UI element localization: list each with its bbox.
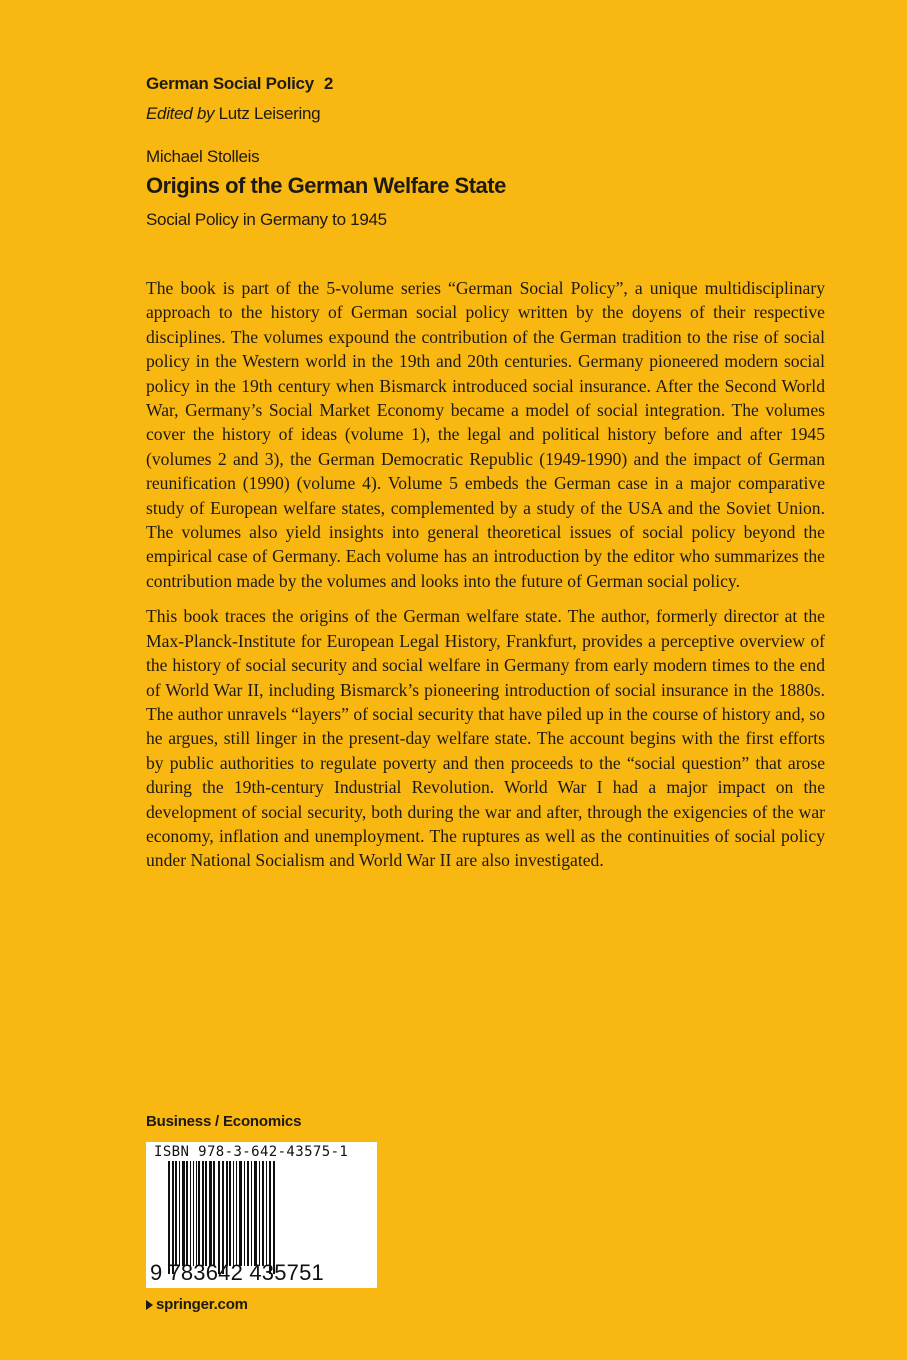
author-name: Michael Stolleis bbox=[146, 147, 260, 166]
website-label: springer.com bbox=[156, 1296, 248, 1313]
ean-lead-digit: 9 bbox=[150, 1260, 163, 1285]
book-title: Origins of the German Welfare State bbox=[146, 173, 506, 198]
subject-category: Business / Economics bbox=[146, 1113, 302, 1130]
series-title bbox=[146, 74, 333, 94]
editor-line bbox=[146, 104, 320, 124]
blurb-paragraph-book: This book traces the origins of the German welfare state. The author, formerly director at the Max-Planck-Institute for European Legal History, Frankfurt, provides a perceptive overview of the history of social security and social welfare in Germany from early modern times to the end of World War II, including Bismarck’s pioneering introduction of social insurance in the 1880s. The author unravels “layers” of social security that have piled up in the course of history and, so he argues, still linger in the present-day welfare state. The account begins with the first efforts by public authorities to regulate poverty and then proceeds to the “social question” that arose during the 19th-century Industrial Revolution. World War I had a major impact on the development of social security, both during the war and after, through the exigencies of the war economy, inflation and unemployment. The ruptures as well as the continuities of social policy under National Socialism and World War II are also investigated. bbox=[146, 606, 825, 871]
blurb-paragraph-series: The book is part of the 5-volume series “German Social Policy”, a unique multidisciplinary approach to the history of German social policy written by the doyens of their respective disciplines. The volumes expound the contribution of the German tradition to the rise of social policy in the Western world in the 19th and 20th centuries. Germany pioneered modern social policy in the 19th century when Bismarck introduced social insurance. After the Second World War, Germany’s Social Market Economy became a model of social integration. The volumes cover the history of ideas (volume 1), the legal and political history before and after 1945 (volumes 2 and 3), the German Democratic Republic (1949-1990) and the impact of German reunification (1990) (volume 4). Volume 5 embeds the German case in a major comparative study of European welfare states, complemented by a study of the USA and the Soviet Union. The volumes also yield insights into general theoretical issues of social policy beyond the empirical case of Germany. Each volume has an introduction by the editor who summarizes the contribution made by the volumes and looks into the future of German social policy. bbox=[146, 278, 825, 591]
isbn-label: ISBN 978-3-642-43575-1 bbox=[154, 1144, 349, 1160]
series-number: 2 bbox=[323, 74, 334, 93]
isbn-barcode bbox=[146, 1142, 377, 1288]
edited-by-prefix: Edited by bbox=[146, 104, 215, 123]
editor-name: Lutz Leisering bbox=[218, 104, 321, 123]
blurb bbox=[146, 276, 825, 884]
publisher-website[interactable] bbox=[146, 1296, 248, 1313]
arrow-right-icon bbox=[146, 1300, 153, 1310]
ean-digits-row bbox=[150, 1260, 324, 1286]
book-subtitle: Social Policy in Germany to 1945 bbox=[146, 210, 387, 229]
ean-digits: 783642 435751 bbox=[168, 1260, 324, 1285]
series-name: German Social Policy bbox=[146, 74, 314, 93]
